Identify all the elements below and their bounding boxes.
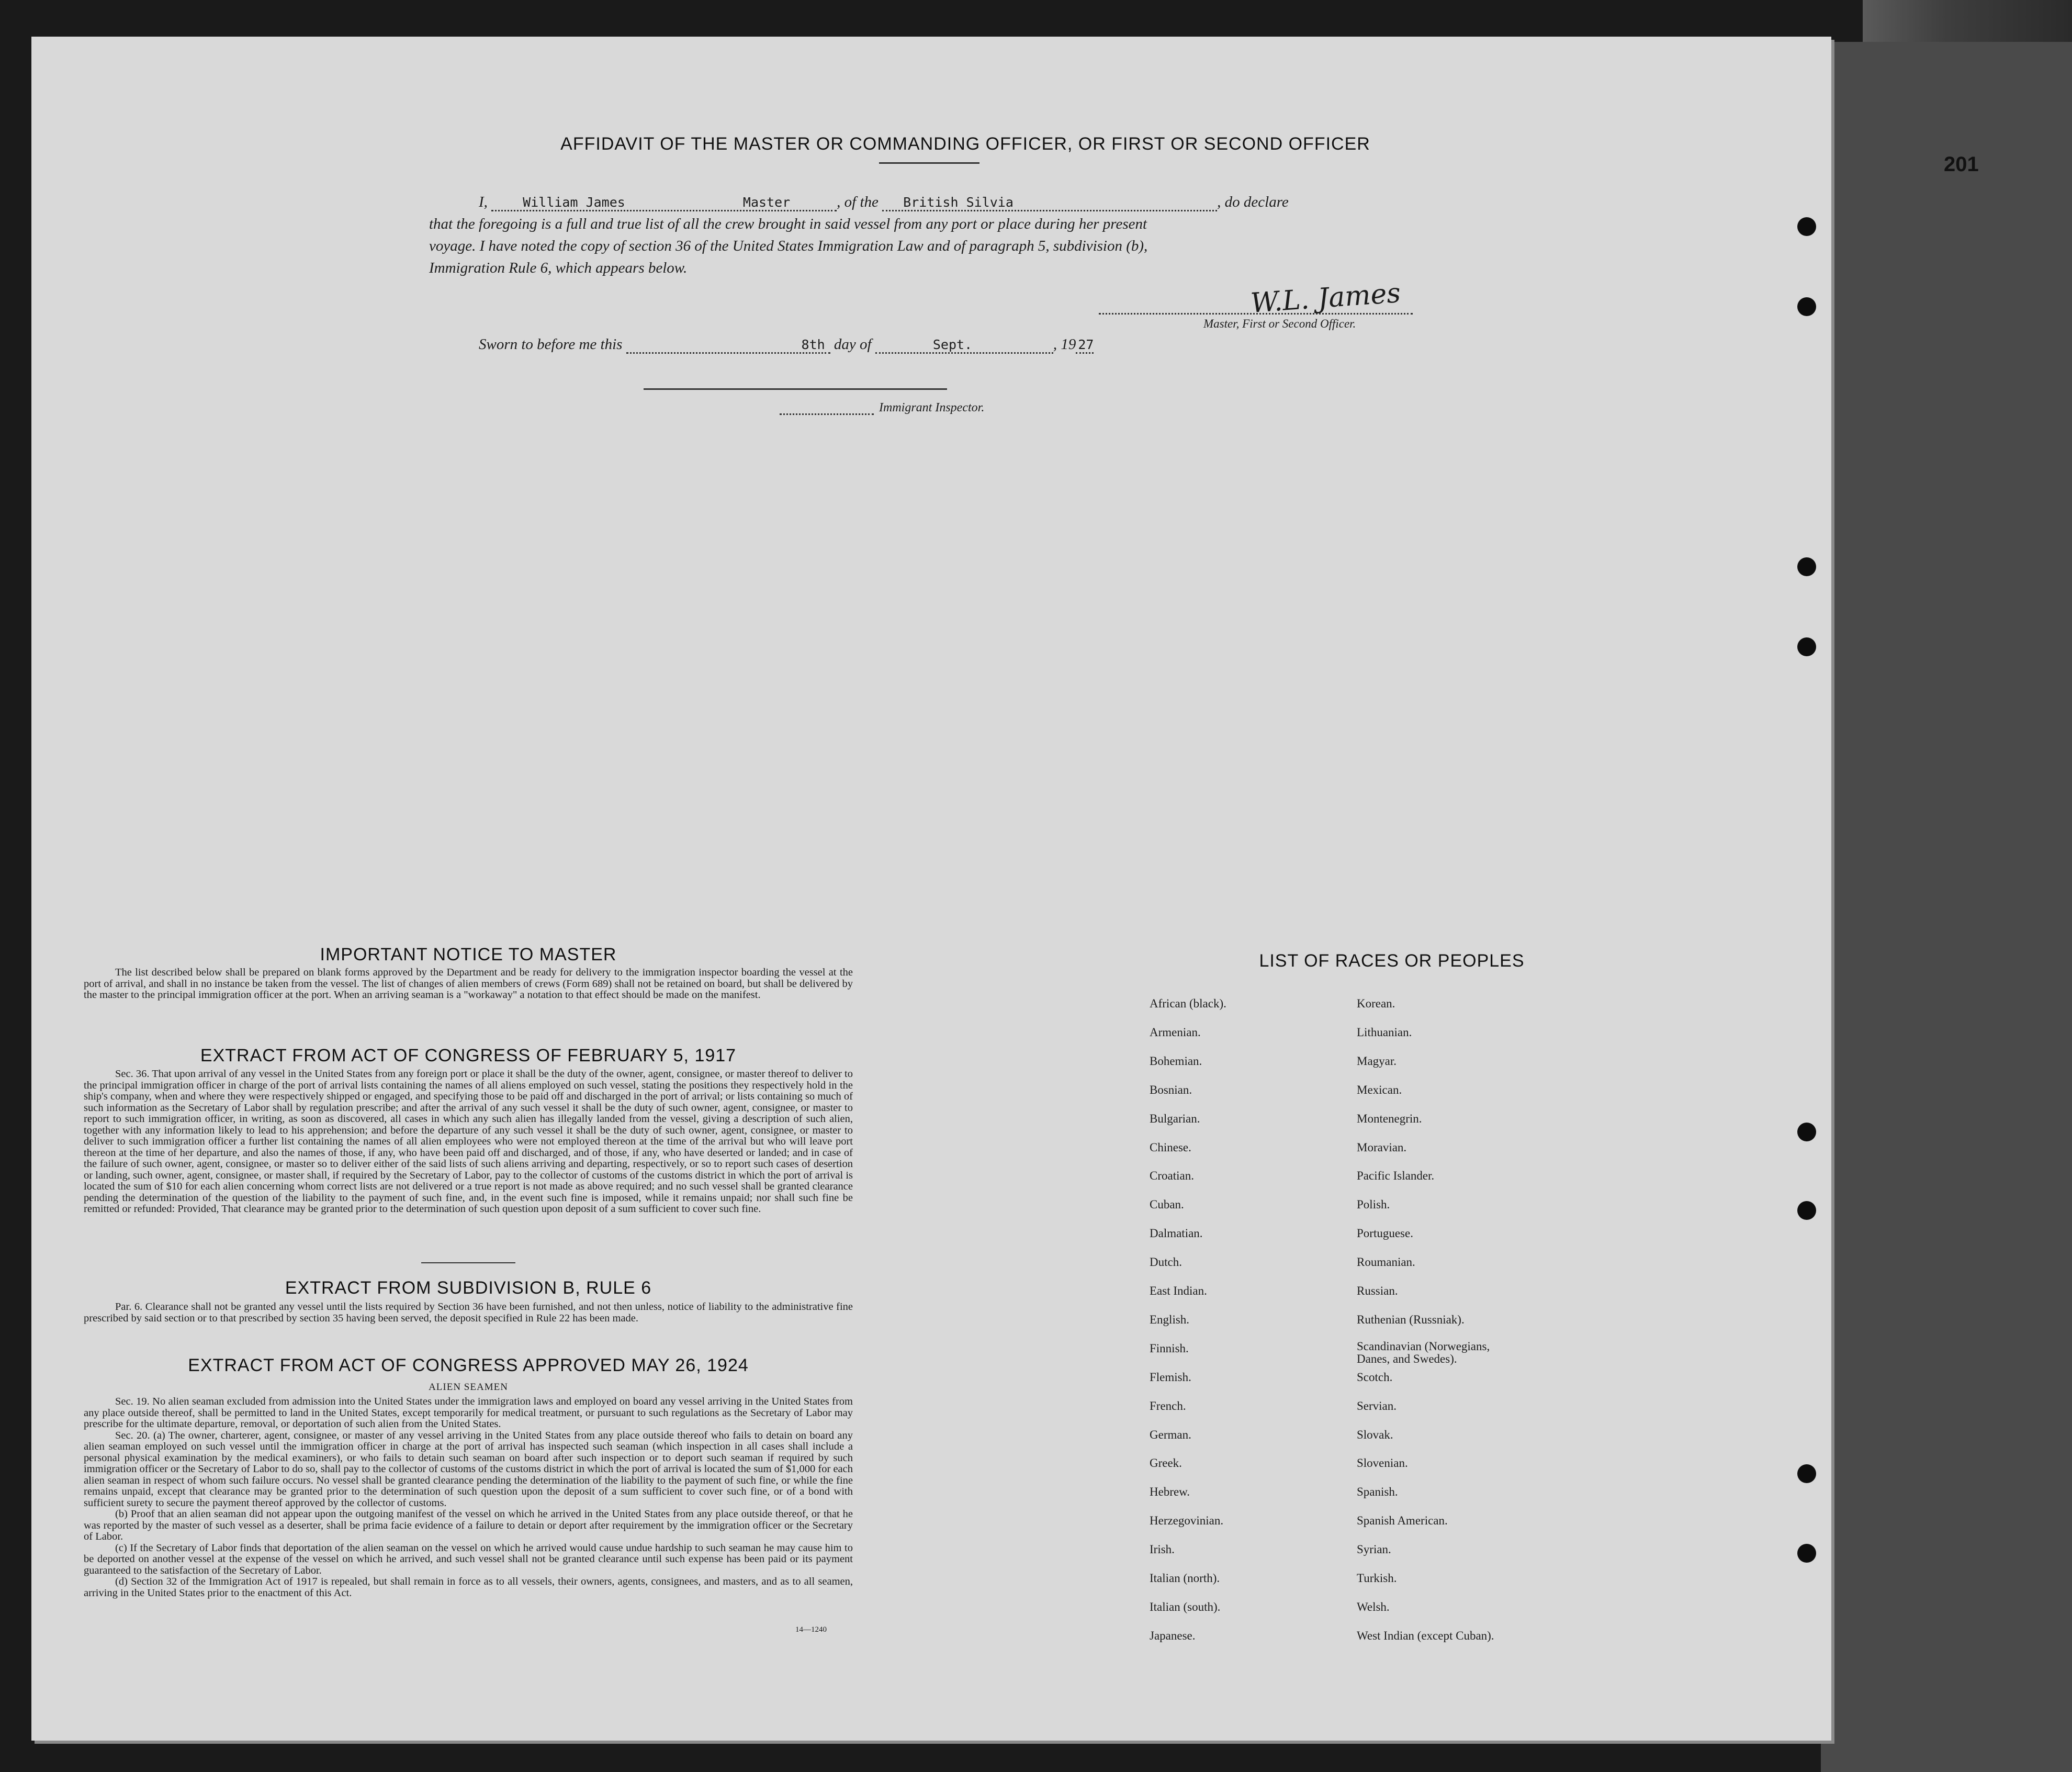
race-item: Bosnian. — [1150, 1083, 1192, 1096]
inspector-caption: Immigrant Inspector. — [879, 401, 985, 414]
race-item: Syrian. — [1357, 1543, 1391, 1556]
of-the-label: , of the — [837, 194, 879, 210]
affidavit-line-4: Immigration Rule 6, which appears below. — [429, 260, 688, 276]
vessel-field — [882, 195, 1217, 211]
page-number: 201 — [1944, 153, 1979, 176]
race-item: West Indian (except Cuban). — [1357, 1629, 1494, 1642]
affidavit-prefix: I, — [479, 194, 488, 210]
race-item: Roumanian. — [1357, 1255, 1415, 1269]
race-item: Magyar. — [1357, 1054, 1397, 1068]
alien-seamen-subtitle: ALIEN SEAMEN — [429, 1382, 508, 1393]
year-prefix: , 19 — [1053, 336, 1076, 353]
vessel-name: British Silvia — [903, 195, 1014, 210]
sworn-day-field — [626, 337, 830, 354]
inspector-signature-line — [780, 413, 874, 415]
race-item: African (black). — [1150, 997, 1226, 1010]
punch-hole — [1797, 217, 1816, 236]
race-item: Mexican. — [1357, 1083, 1402, 1096]
title-rule — [879, 162, 979, 164]
punch-hole — [1797, 637, 1816, 656]
race-item: Greek. — [1150, 1456, 1182, 1470]
document-page — [31, 37, 1831, 1741]
extract-1924-body — [84, 1396, 853, 1599]
sworn-month: Sept. — [932, 337, 973, 352]
race-item: Turkish. — [1357, 1572, 1397, 1585]
notice-text: The list described below shall be prepared on blank forms approved by the Department and be ready for delivery to the immigration inspector boarding the vessel at the port of arrival, and shall in no instance be taken from the vessel. The list of changes of alien members of crews (Form 689) shall not be retained on board, but shall be delivered by the master to the principal immigration officer at the port. When an arriving seaman is a "workaway" a notation to that effect should be made on the manifest. — [84, 967, 853, 1001]
punch-hole — [1797, 1201, 1816, 1220]
rule6-text: Par. 6. Clearance shall not be granted any vessel until the lists required by Section 36 have been furnished, and not then unless, notice of liability to the administrative fine prescribed by said section or to that prescribed by section 35 having been served, the deposit specified in Rule 22 has been made. — [84, 1301, 853, 1324]
race-item: Montenegrin. — [1357, 1112, 1422, 1125]
race-item: Servian. — [1357, 1399, 1397, 1412]
race-item: East Indian. — [1150, 1284, 1207, 1297]
affidavit-line-2: that the foregoing is a full and true list of all the crew brought in said vessel from any port or place during her present — [429, 216, 1147, 232]
master-name: William James — [523, 195, 625, 210]
race-item: Croatian. — [1150, 1169, 1194, 1183]
race-item: Korean. — [1357, 997, 1395, 1010]
extract-1924-title: EXTRACT FROM ACT OF CONGRESS APPROVED MAY 26, 1924 — [188, 1355, 749, 1375]
sworn-prefix: Sworn to before me this — [479, 336, 623, 353]
punch-hole — [1797, 297, 1816, 316]
race-item: Slovak. — [1357, 1428, 1393, 1441]
race-item: Italian (north). — [1150, 1572, 1220, 1585]
day-of-label: day of — [834, 336, 872, 353]
race-item: Scotch. — [1357, 1370, 1393, 1384]
sworn-month-field — [875, 337, 1053, 354]
race-item: Chinese. — [1150, 1140, 1191, 1154]
race-item: Armenian. — [1150, 1025, 1201, 1039]
punch-hole — [1797, 1544, 1816, 1563]
race-item: Lithuanian. — [1357, 1025, 1412, 1039]
race-item: Scandinavian (Norwegians, Danes, and Swedes). — [1357, 1339, 1490, 1365]
sec-19-text: Sec. 19. No alien seaman excluded from admission into the United States under the immigration laws and employed on board any vessel arriving in the United States from any place outside thereof, shall be permitted to land in the United States, except temporarily for medical treatment, or pursuant to such regulations as the Secretary of Labor may prescribe for the ultimate departure, removal, or deportation of such alien from the United States. — [84, 1396, 853, 1430]
race-item: Bulgarian. — [1150, 1112, 1200, 1125]
form-number: 14—1240 — [795, 1625, 827, 1634]
race-item: Spanish. — [1357, 1485, 1398, 1499]
divider-rule — [421, 1262, 515, 1263]
race-item: Cuban. — [1150, 1198, 1184, 1212]
master-rank: Master — [742, 195, 791, 210]
race-item: English. — [1150, 1313, 1190, 1326]
sec-20a-text: Sec. 20. (a) The owner, charterer, agent, consignee, or master of any vessel arriving in the United States from any place outside thereof who fails to detain on board any alien seaman employed on such vessel until the immigration officer in charge at the port of arrival has inspected such seaman (which inspection in all cases shall include a personal physical examination by the medical examiners), or who fails to detain such seaman on board after such inspection or to deport such seaman if required by such immigration officer or the Secretary of Labor to do so, shall pay to the collector of customs of the customs district in which the port of arrival is located the sum of $1,000 for each alien seaman in respect of whom such failure occurs. No vessel shall be granted clearance pending the determination of the liability to the payment of such fine, or while the fine remains unpaid, except that clearance may be granted prior to the determination of such question upon the deposit of a sum sufficient to cover such fine, or of a bond with sufficient surety to secure the payment thereof approved by the collector of customs. — [84, 1429, 853, 1509]
punch-hole — [1797, 557, 1816, 576]
race-item: Irish. — [1150, 1543, 1175, 1556]
extract-1917-text: Sec. 36. That upon arrival of any vessel in the United States from any foreign port or place it shall be the duty of the owner, agent, consignee, or master thereof to deliver to the principal immigration officer in charge of the port of arrival lists containing the names of all aliens employed on such vessel, stating the positions they respectively hold in the ship's company, when and where they were respectively shipped or engaged, and specifying those to be paid off and discharged in the port of arrival; or lists containing so much of such information as the Secretary of Labor shall by regulation prescribe; and after the arrival of any such vessel it shall be the duty of such owner, agent, consignee, or master to report to such immigration officer, in writing, as soon as discovered, all cases in which any such alien has illegally landed from the vessel, giving a description of such alien, together with any information likely to lead to his apprehension; and before the departure of any such vessel it shall be the duty of such owner, agent, consignee, or master to deliver to such immigration officer a further list containing the names of all alien employees who were not employed thereon at the time of the arrival but who will leave port thereon at the time of her departure, and also the names of those, if any, who have been paid off and discharged, and of those, if any, who have deserted or landed; and in case of the failure of such owner, agent, consignee, or master so to deliver either of the said lists of such aliens arriving and departing, respectively, or so to report such cases of desertion or landing, such owner, agent, consignee, or master shall, if required by the Secretary of Labor, pay to the collector of customs of the customs district in which the port of arrival is located the sum of $10 for each alien concerning whom correct lists are not delivered or a true report is not made as above required; and no such vessel shall be granted clearance pending the determination of the question of the liability to the payment of such fine, and, in the event such fine is imposed, while it remains unpaid; nor shall such fine be remitted or refunded: Provided, That clearance may be granted prior to the determination of such question upon deposit of a sum sufficient to cover such fine. — [84, 1068, 853, 1215]
punch-hole — [1797, 1123, 1816, 1141]
race-item: Pacific Islander. — [1357, 1169, 1435, 1183]
race-item: Italian (south). — [1150, 1600, 1221, 1613]
sec-20c-text: (c) If the Secretary of Labor finds that deportation of the alien seaman on the vessel on which he arrived would cause undue hardship to such seaman he may cause him to be deported on another vessel at the expense of the vessel on which he arrived, and such vessel shall not be granted clearance until such expense has been paid or its payment guaranteed to the satisfaction of the Secretary of Labor. — [84, 1542, 853, 1576]
sworn-day: 8th — [801, 337, 825, 352]
race-item: Japanese. — [1150, 1629, 1196, 1642]
inspector-rule — [644, 388, 947, 390]
race-item: Portuguese. — [1357, 1227, 1413, 1240]
race-item: Flemish. — [1150, 1370, 1191, 1384]
race-item: Finnish. — [1150, 1341, 1189, 1355]
race-item: French. — [1150, 1399, 1186, 1412]
race-item: German. — [1150, 1428, 1191, 1441]
master-name-field — [491, 195, 837, 211]
rule6-title: EXTRACT FROM SUBDIVISION B, RULE 6 — [285, 1278, 652, 1298]
race-item: Herzegovinian. — [1150, 1514, 1224, 1528]
affidavit-title: AFFIDAVIT OF THE MASTER OR COMMANDING OFFICER, OR FIRST OR SECOND OFFICER — [560, 134, 1370, 154]
declare-label: , do declare — [1217, 194, 1289, 210]
race-item: Polish. — [1357, 1198, 1390, 1212]
races-title: LIST OF RACES OR PEOPLES — [1259, 951, 1525, 971]
sworn-line — [479, 336, 1094, 354]
race-item: Bohemian. — [1150, 1054, 1202, 1068]
background-page — [1821, 42, 2072, 1772]
affidavit-line-1 — [479, 194, 1473, 211]
race-item: Ruthenian (Russniak). — [1357, 1313, 1465, 1326]
master-signature: W.L. James — [1249, 277, 1402, 319]
sec-20d-text: (d) Section 32 of the Immigration Act of 1917 is repealed, but shall remain in force as to all vessels, their owners, agents, consignees, and masters, and as to all seamen, arriving in the United States prior to the enactment of this Act. — [84, 1576, 853, 1599]
race-item: Welsh. — [1357, 1600, 1390, 1613]
signature-caption: Master, First or Second Officer. — [1203, 317, 1356, 330]
sec-20b-text: (b) Proof that an alien seaman did not appear upon the outgoing manifest of the vessel on which he arrived in the United States from any place outside thereof, or that he was reported by the master of such vessel as a deserter, shall be prima facie evidence of a failure to detain or deport after requirement by the immigration officer or the Secretary of Labor. — [84, 1508, 853, 1542]
notice-title: IMPORTANT NOTICE TO MASTER — [320, 945, 617, 964]
race-item: Spanish American. — [1357, 1514, 1448, 1528]
race-item: Russian. — [1357, 1284, 1398, 1297]
race-item: Slovenian. — [1357, 1456, 1408, 1470]
punch-hole — [1797, 1464, 1816, 1483]
year-suffix: 27 — [1076, 337, 1094, 354]
race-item: Moravian. — [1357, 1140, 1407, 1154]
affidavit-line-3: voyage. I have noted the copy of section 36 of the United States Immigration Law and of paragraph 5, subdivision (b), — [429, 238, 1148, 254]
race-item: Dutch. — [1150, 1255, 1182, 1269]
extract-1917-title: EXTRACT FROM ACT OF CONGRESS OF FEBRUARY 5, 1917 — [200, 1046, 737, 1066]
race-item: Hebrew. — [1150, 1485, 1190, 1499]
race-item: Dalmatian. — [1150, 1227, 1203, 1240]
